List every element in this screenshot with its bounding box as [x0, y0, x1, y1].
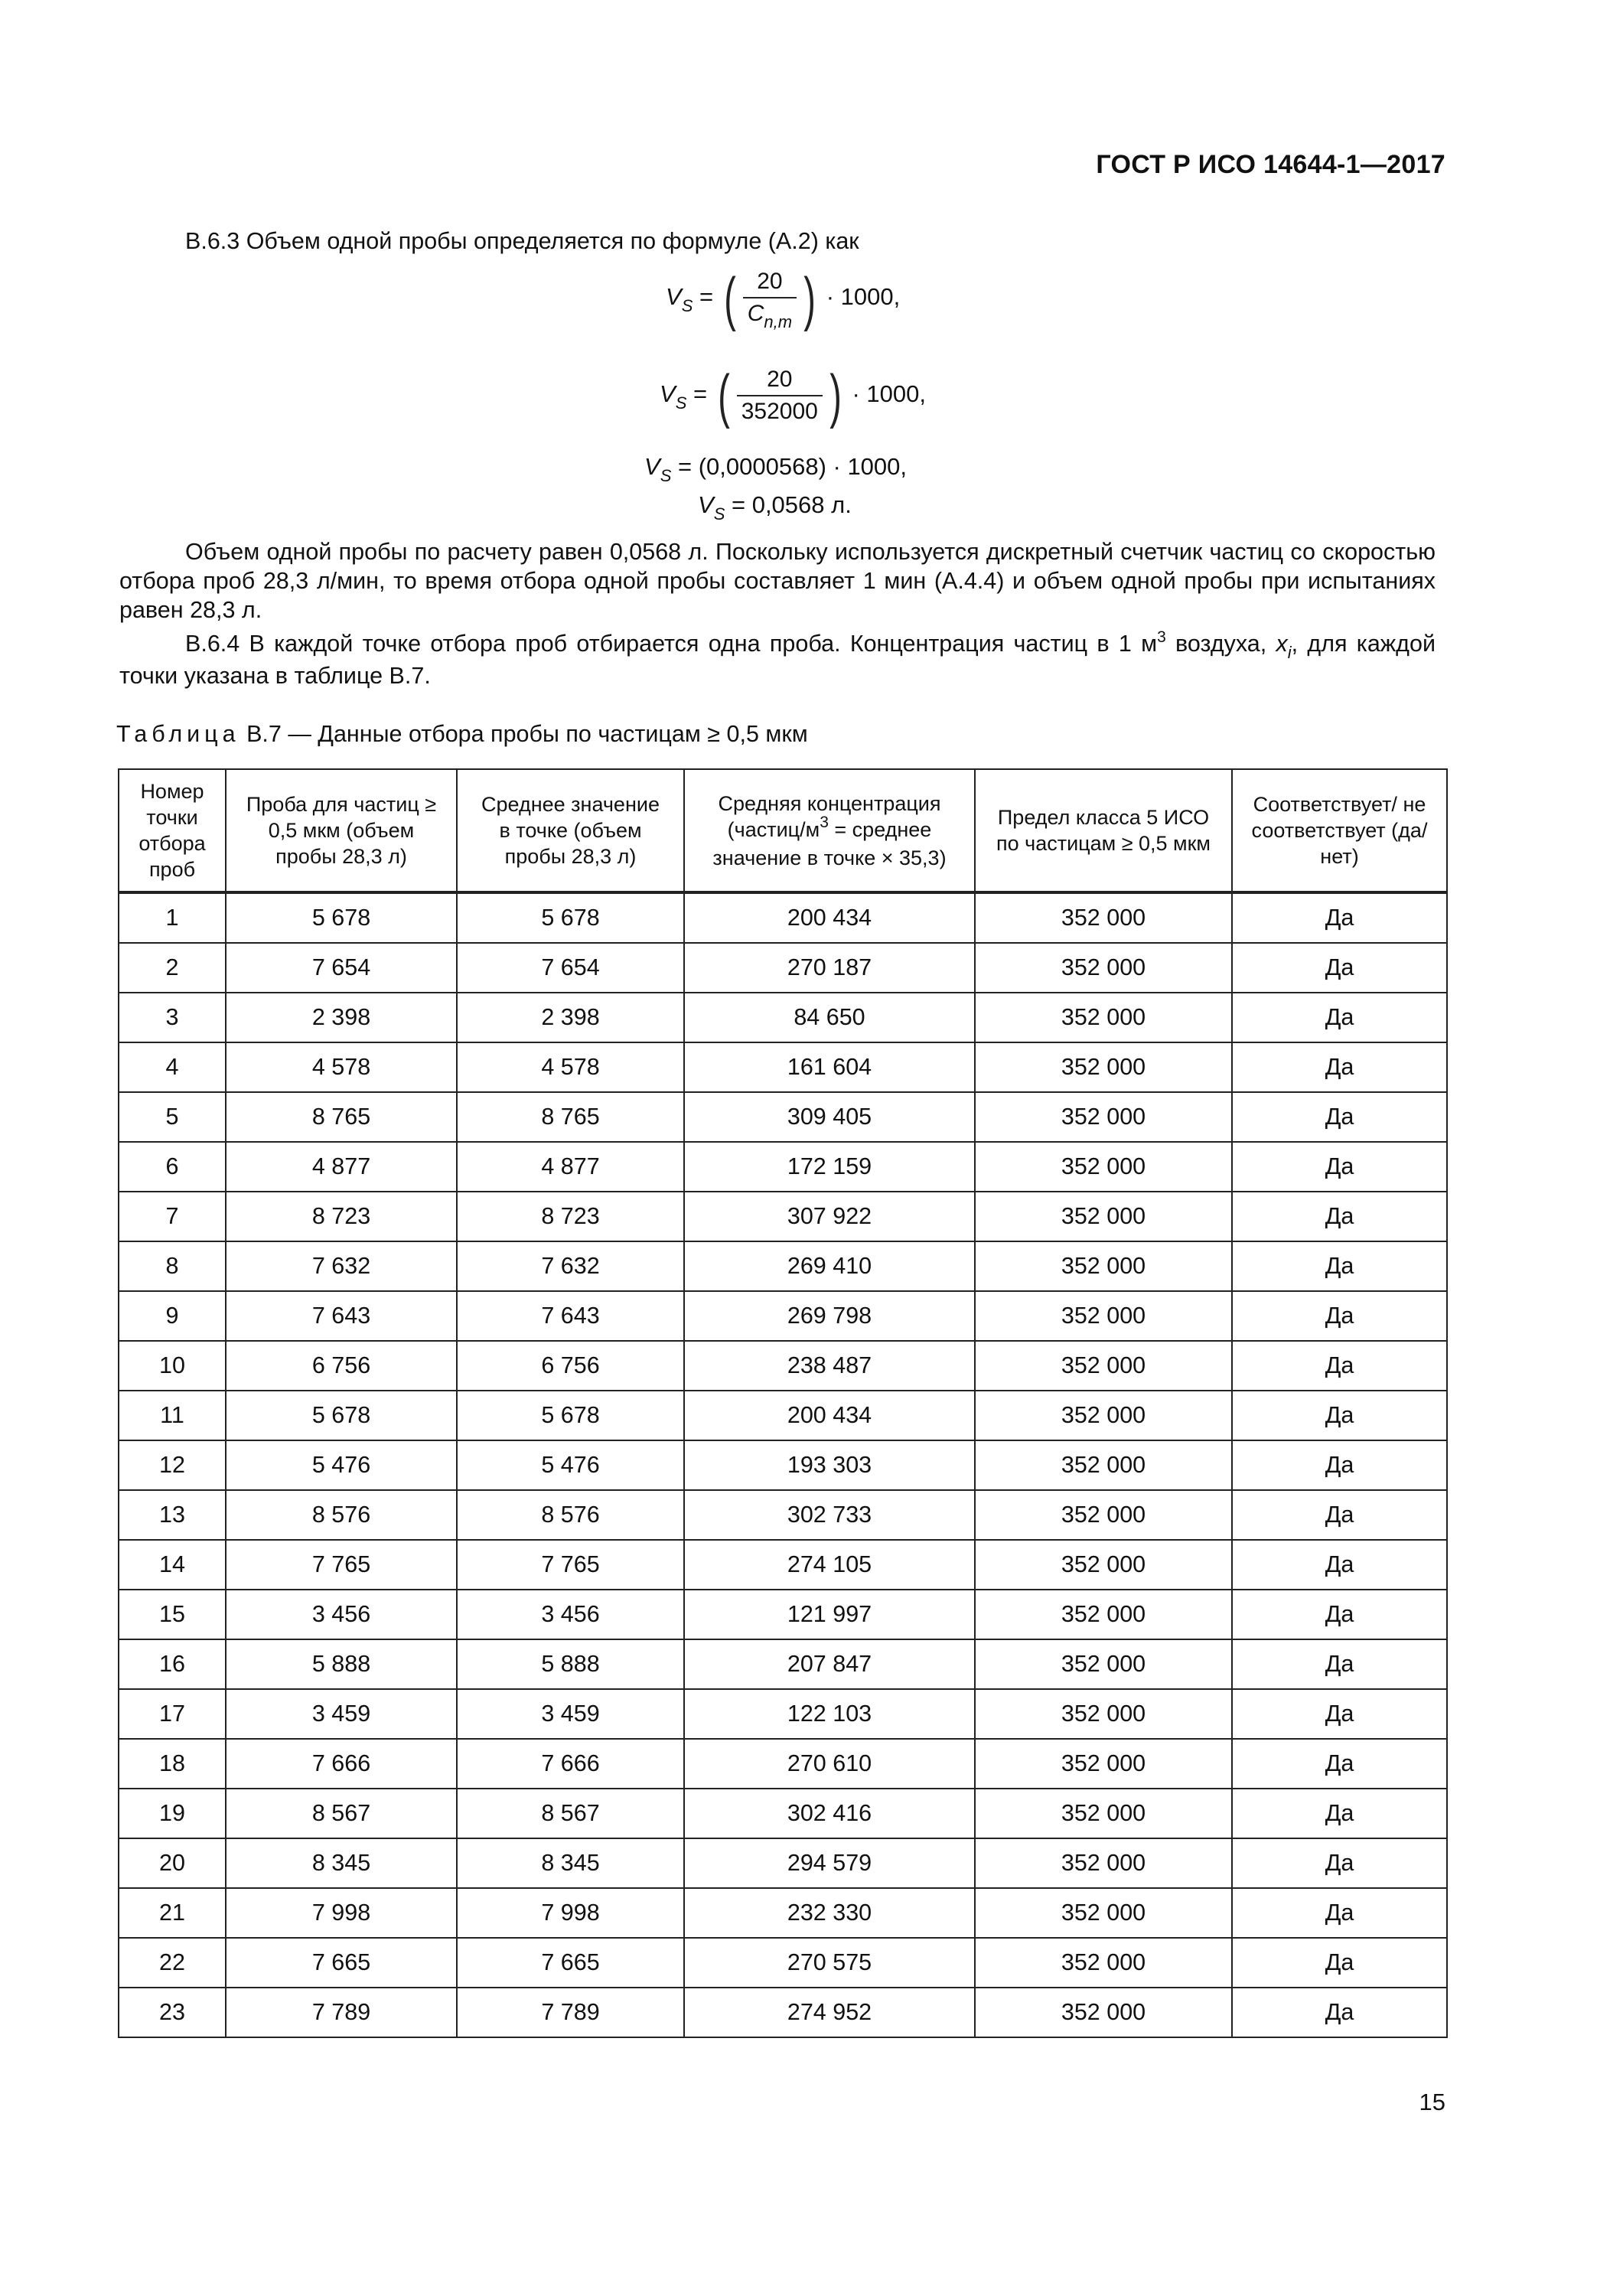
cell-mean-value: 7 654 — [457, 943, 684, 993]
cell-mean-value: 5 678 — [457, 1391, 684, 1440]
table-row — [119, 1888, 1447, 1938]
cell-class-limit: 352 000 — [975, 1838, 1232, 1888]
formula-1-numerator: 20 — [757, 269, 783, 294]
cell-point-number: 18 — [119, 1739, 226, 1789]
cell-compliance: Да — [1232, 1291, 1447, 1341]
cell-sample: 7 632 — [226, 1241, 457, 1291]
formula-1-lhs: V — [666, 283, 682, 311]
table-row — [119, 892, 1447, 943]
formula-4-text: = 0,0568 л. — [725, 491, 852, 518]
cell-point-number: 3 — [119, 993, 226, 1042]
cell-mean-value: 7 765 — [457, 1540, 684, 1590]
cell-mean-concentration: 270 610 — [684, 1739, 975, 1789]
cell-mean-value: 8 567 — [457, 1789, 684, 1838]
cell-class-limit: 352 000 — [975, 892, 1232, 943]
formula-1-fraction — [743, 266, 797, 331]
col-header-mean-concentration: Средняя концентрация ($частиц/м^3$ = среднее значение в точке × 35,3) — [684, 769, 975, 892]
table-row — [119, 1789, 1447, 1838]
cell-compliance: Да — [1232, 1142, 1447, 1192]
cell-sample: 7 765 — [226, 1540, 457, 1590]
formula-1-eq: = — [699, 283, 714, 311]
table-caption — [116, 721, 808, 748]
cell-point-number: 2 — [119, 943, 226, 993]
cell-compliance: Да — [1232, 1838, 1447, 1888]
table-row — [119, 1988, 1447, 2037]
cell-class-limit: 352 000 — [975, 1440, 1232, 1490]
cell-sample: 4 578 — [226, 1042, 457, 1092]
cell-compliance: Да — [1232, 1042, 1447, 1092]
cell-point-number: 16 — [119, 1639, 226, 1689]
cell-sample: 7 666 — [226, 1739, 457, 1789]
cell-class-limit: 352 000 — [975, 1092, 1232, 1142]
cell-sample: 8 765 — [226, 1092, 457, 1142]
table-row — [119, 1938, 1447, 1988]
formula-2-tail: · 1000, — [852, 380, 926, 408]
cell-class-limit: 352 000 — [975, 1192, 1232, 1241]
table-row — [119, 1341, 1447, 1391]
cell-mean-value: 8 345 — [457, 1838, 684, 1888]
cell-point-number: 22 — [119, 1938, 226, 1988]
cell-mean-value: 8 576 — [457, 1490, 684, 1540]
col-header-sample: Проба для частиц ≥ 0,5 мкм (объем пробы 28,3 л) — [226, 769, 457, 892]
cell-sample: 5 678 — [226, 1391, 457, 1440]
cell-point-number: 15 — [119, 1590, 226, 1639]
table-header-row — [119, 769, 1447, 892]
cell-point-number: 9 — [119, 1291, 226, 1341]
table-row — [119, 943, 1447, 993]
cell-mean-value: 7 998 — [457, 1888, 684, 1938]
cell-mean-value: 7 643 — [457, 1291, 684, 1341]
cell-class-limit: 352 000 — [975, 1938, 1232, 1988]
formula-1-denominator: $C_{n,m}$ — [747, 301, 793, 331]
cell-mean-concentration: 200 434 — [684, 1391, 975, 1440]
cell-mean-value: 5 678 — [457, 892, 684, 943]
document-header: ГОСТ Р ИСО 14644-1—2017 — [1096, 150, 1445, 179]
cell-class-limit: 352 000 — [975, 1888, 1232, 1938]
cell-mean-value: 5 476 — [457, 1440, 684, 1490]
cell-class-limit: 352 000 — [975, 1490, 1232, 1540]
cell-sample: 7 654 — [226, 943, 457, 993]
cell-class-limit: 352 000 — [975, 1391, 1232, 1440]
cell-point-number: 23 — [119, 1988, 226, 2037]
cell-mean-value: 3 459 — [457, 1689, 684, 1739]
cell-mean-concentration: 294 579 — [684, 1838, 975, 1888]
cell-sample: 7 643 — [226, 1291, 457, 1341]
cell-point-number: 20 — [119, 1838, 226, 1888]
cell-point-number: 1 — [119, 892, 226, 943]
cell-sample: 7 789 — [226, 1988, 457, 2037]
cell-mean-concentration: 269 410 — [684, 1241, 975, 1291]
table-row — [119, 1590, 1447, 1639]
cell-point-number: 5 — [119, 1092, 226, 1142]
table-row — [119, 1838, 1447, 1888]
cell-compliance: Да — [1232, 1938, 1447, 1988]
cell-sample: 8 576 — [226, 1490, 457, 1540]
particle-data-table — [118, 768, 1448, 2038]
formula-2-lhs-sub: S — [675, 393, 687, 413]
cell-compliance: Да — [1232, 892, 1447, 943]
cell-class-limit: 352 000 — [975, 1789, 1232, 1838]
cell-mean-concentration: 270 187 — [684, 943, 975, 993]
cell-class-limit: 352 000 — [975, 1590, 1232, 1639]
cell-compliance: Да — [1232, 1391, 1447, 1440]
formula-2-fraction — [737, 364, 823, 427]
table-row — [119, 1490, 1447, 1540]
cell-compliance: Да — [1232, 1739, 1447, 1789]
formula-4-lhs-sub: S — [713, 504, 725, 523]
cell-compliance: Да — [1232, 1789, 1447, 1838]
left-paren: ( — [717, 362, 730, 429]
cell-class-limit: 352 000 — [975, 1042, 1232, 1092]
cell-mean-concentration: 270 575 — [684, 1938, 975, 1988]
cell-class-limit: 352 000 — [975, 1142, 1232, 1192]
cell-mean-concentration: 232 330 — [684, 1888, 975, 1938]
cell-point-number: 12 — [119, 1440, 226, 1490]
cell-mean-value: 6 756 — [457, 1341, 684, 1391]
cell-mean-value: 7 789 — [457, 1988, 684, 2037]
left-paren: ( — [723, 265, 736, 332]
section-b64: В.6.4 В каждой точке отбора проб отбирается одна проба. Концентрация частиц в 1 $м^3$ воздуха, $x_i$, для каждой точки указана в таблице В.7. — [119, 628, 1436, 689]
cell-mean-value: 7 665 — [457, 1938, 684, 1988]
cell-mean-value: 8 765 — [457, 1092, 684, 1142]
formula-3-lhs: V — [644, 453, 660, 480]
paragraph-volume: Объем одной пробы по расчету равен 0,0568 л. Поскольку используется дискретный счетчик частиц со скоростью отбора проб 28,3 л/мин, то время отбора одной пробы составляет 1 мин (А.4.4) и объем одной пробы при испытаниях равен 28,3 л. — [119, 539, 1436, 623]
col-header-class-limit: Предел класса 5 ИСО по частицам ≥ 0,5 мкм — [975, 769, 1232, 892]
right-paren: ) — [829, 362, 842, 429]
cell-compliance: Да — [1232, 1192, 1447, 1241]
cell-mean-concentration: 307 922 — [684, 1192, 975, 1241]
formula-2 — [660, 364, 926, 427]
cell-compliance: Да — [1232, 1689, 1447, 1739]
cell-point-number: 21 — [119, 1888, 226, 1938]
cell-compliance: Да — [1232, 1888, 1447, 1938]
cell-class-limit: 352 000 — [975, 943, 1232, 993]
table-caption-label: Таблица — [116, 721, 240, 747]
cell-mean-concentration: 302 733 — [684, 1490, 975, 1540]
cell-mean-value: 8 723 — [457, 1192, 684, 1241]
table-row — [119, 1192, 1447, 1241]
cell-mean-concentration: 302 416 — [684, 1789, 975, 1838]
formula-2-numerator: 20 — [767, 367, 793, 392]
table-row — [119, 1391, 1447, 1440]
page-number: 15 — [1419, 2089, 1445, 2115]
cell-compliance: Да — [1232, 1341, 1447, 1391]
formula-1 — [666, 266, 900, 331]
cell-class-limit: 352 000 — [975, 1241, 1232, 1291]
cell-point-number: 10 — [119, 1341, 226, 1391]
cell-sample: 8 567 — [226, 1789, 457, 1838]
cell-class-limit: 352 000 — [975, 1341, 1232, 1391]
table-caption-text: В.7 — Данные отбора пробы по частицам ≥ 0,5 мкм — [246, 721, 808, 747]
formula-3-lhs-sub: S — [660, 466, 672, 485]
cell-compliance: Да — [1232, 1490, 1447, 1540]
formula-4-lhs: V — [698, 491, 714, 518]
cell-mean-concentration: 161 604 — [684, 1042, 975, 1092]
cell-point-number: 17 — [119, 1689, 226, 1739]
cell-mean-concentration: 193 303 — [684, 1440, 975, 1490]
cell-compliance: Да — [1232, 1241, 1447, 1291]
right-paren: ) — [803, 265, 816, 332]
cell-mean-value: 5 888 — [457, 1639, 684, 1689]
cell-sample: 3 456 — [226, 1590, 457, 1639]
formula-2-denominator: 352000 — [741, 399, 818, 424]
cell-class-limit: 352 000 — [975, 1689, 1232, 1739]
cell-mean-concentration: 200 434 — [684, 892, 975, 943]
cell-point-number: 7 — [119, 1192, 226, 1241]
table-row — [119, 993, 1447, 1042]
cell-point-number: 19 — [119, 1789, 226, 1838]
cell-sample: 5 476 — [226, 1440, 457, 1490]
cell-mean-concentration: 238 487 — [684, 1341, 975, 1391]
cell-sample: 8 345 — [226, 1838, 457, 1888]
cell-class-limit: 352 000 — [975, 993, 1232, 1042]
cell-mean-concentration: 121 997 — [684, 1590, 975, 1639]
cell-mean-concentration: 274 952 — [684, 1988, 975, 2037]
col-header-mean-value: Среднее значение в точке (объем пробы 28,3 л) — [457, 769, 684, 892]
formula-2-lhs: V — [660, 380, 676, 408]
cell-class-limit: 352 000 — [975, 1639, 1232, 1689]
cell-mean-value: 2 398 — [457, 993, 684, 1042]
cell-sample: 5 678 — [226, 892, 457, 943]
cell-point-number: 13 — [119, 1490, 226, 1540]
cell-compliance: Да — [1232, 1540, 1447, 1590]
cell-sample: 2 398 — [226, 993, 457, 1042]
cell-mean-concentration: 309 405 — [684, 1092, 975, 1142]
cell-compliance: Да — [1232, 1988, 1447, 2037]
formula-1-lhs-sub: S — [681, 296, 693, 316]
cell-mean-value: 3 456 — [457, 1590, 684, 1639]
cell-class-limit: 352 000 — [975, 1291, 1232, 1341]
cell-point-number: 6 — [119, 1142, 226, 1192]
cell-mean-concentration: 207 847 — [684, 1639, 975, 1689]
table-row — [119, 1042, 1447, 1092]
cell-sample: 6 756 — [226, 1341, 457, 1391]
table-row — [119, 1440, 1447, 1490]
formula-2-eq: = — [693, 380, 708, 408]
cell-point-number: 4 — [119, 1042, 226, 1092]
cell-sample: 7 998 — [226, 1888, 457, 1938]
cell-sample: 7 665 — [226, 1938, 457, 1988]
cell-class-limit: 352 000 — [975, 1988, 1232, 2037]
col-header-compliance: Соответствует/ не соответствует (да/нет) — [1232, 769, 1447, 892]
col-header-point-number: Номер точки отбора проб — [119, 769, 226, 892]
section-b63-intro: В.6.3 Объем одной пробы определяется по формуле (А.2) как — [185, 228, 859, 254]
cell-point-number: 11 — [119, 1391, 226, 1440]
cell-point-number: 14 — [119, 1540, 226, 1590]
table-row — [119, 1639, 1447, 1689]
cell-mean-concentration: 122 103 — [684, 1689, 975, 1739]
table-row — [119, 1689, 1447, 1739]
cell-mean-concentration: 274 105 — [684, 1540, 975, 1590]
cell-class-limit: 352 000 — [975, 1540, 1232, 1590]
table-row — [119, 1142, 1447, 1192]
formula-3-text: = (0,0000568) · 1000, — [671, 453, 908, 480]
cell-point-number: 8 — [119, 1241, 226, 1291]
cell-compliance: Да — [1232, 993, 1447, 1042]
table-row — [119, 1092, 1447, 1142]
cell-mean-value: 7 666 — [457, 1739, 684, 1789]
cell-sample: 3 459 — [226, 1689, 457, 1739]
table-row — [119, 1291, 1447, 1341]
cell-compliance: Да — [1232, 943, 1447, 993]
cell-class-limit: 352 000 — [975, 1739, 1232, 1789]
cell-mean-concentration: 172 159 — [684, 1142, 975, 1192]
table-row — [119, 1739, 1447, 1789]
cell-compliance: Да — [1232, 1092, 1447, 1142]
cell-compliance: Да — [1232, 1440, 1447, 1490]
cell-compliance: Да — [1232, 1590, 1447, 1639]
formula-1-tail: · 1000, — [826, 283, 901, 311]
table-row — [119, 1540, 1447, 1590]
cell-sample: 8 723 — [226, 1192, 457, 1241]
cell-compliance: Да — [1232, 1639, 1447, 1689]
cell-mean-concentration: 84 650 — [684, 993, 975, 1042]
cell-mean-concentration: 269 798 — [684, 1291, 975, 1341]
cell-mean-value: 7 632 — [457, 1241, 684, 1291]
cell-mean-value: 4 877 — [457, 1142, 684, 1192]
table-row — [119, 1241, 1447, 1291]
cell-sample: 5 888 — [226, 1639, 457, 1689]
formula-3 — [644, 453, 907, 483]
formula-4 — [698, 491, 852, 521]
cell-sample: 4 877 — [226, 1142, 457, 1192]
cell-mean-value: 4 578 — [457, 1042, 684, 1092]
